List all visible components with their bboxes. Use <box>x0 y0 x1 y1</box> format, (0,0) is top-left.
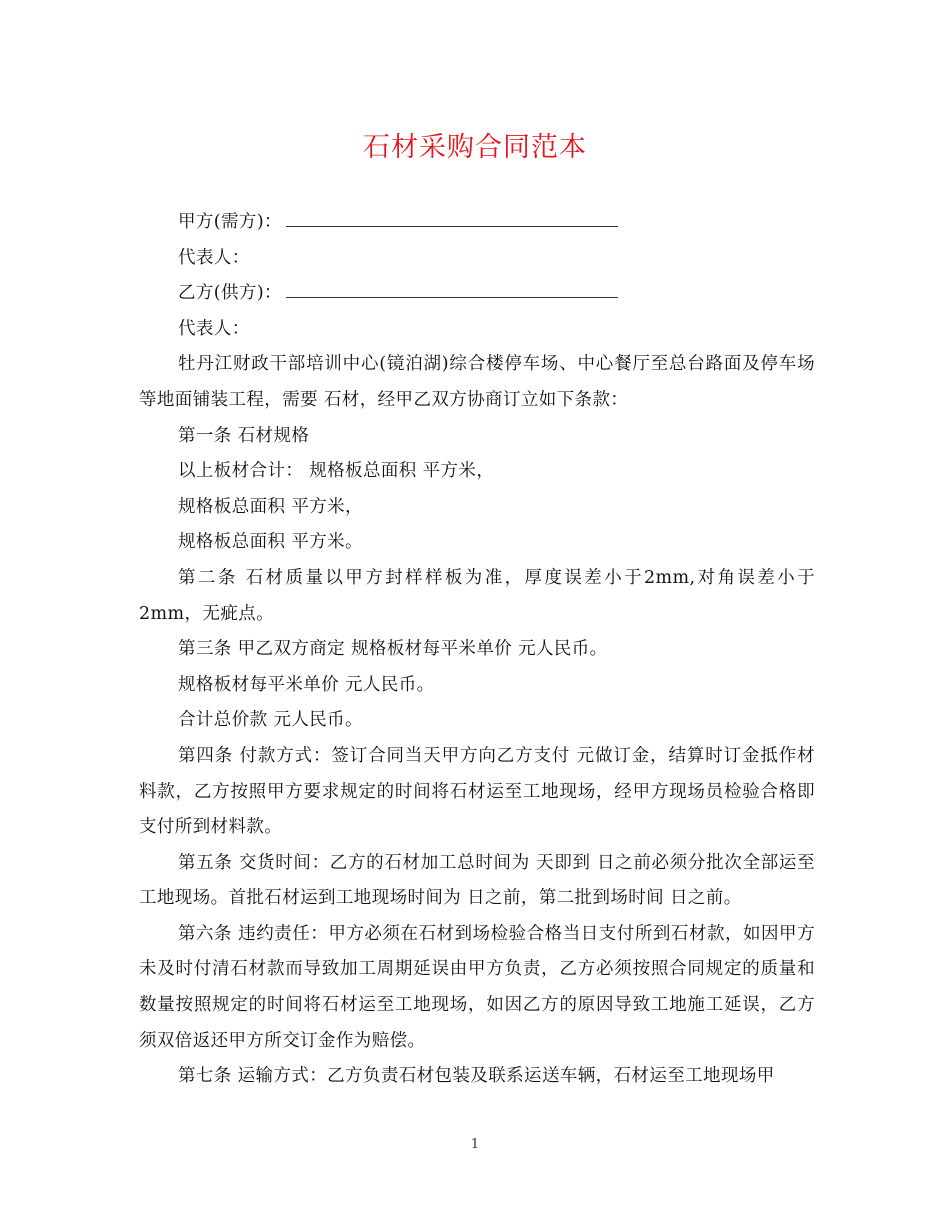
paragraph-project-intro: 牡丹江财政干部培训中心(镜泊湖)综合楼停车场、中心餐厅至总台路面及停车场等地面铺装工程，需要 石材，经甲乙双方协商订立如下条款： <box>139 354 815 410</box>
party-b-label: 乙方(供方)： <box>178 283 282 304</box>
party-b-line <box>139 276 815 312</box>
paragraph-article-7: 第七条 运输方式：乙方负责石材包装及联系运送车辆，石材运至工地现场甲 <box>178 1066 775 1087</box>
party-a-label: 甲方(需方)： <box>178 212 282 232</box>
paragraph-article-4: 第四条 付款方式：签订合同当天甲方向乙方支付 元做订金，结算时订金抵作材料款，乙方按照甲方要求规定的时间将石材运至工地现场，经甲方现场员检验合格即支付所到材料款。 <box>139 745 815 838</box>
paragraph-spec-area-2: 规格板总面积 平方米， <box>178 496 363 517</box>
paragraph-article-6: 第六条 违约责任：甲方必须在石材到场检验合格当日支付所到石材款，如因甲方未及时付清石材款而导致加工周期延误由甲方负责，乙方必须按照合同规定的质量和数量按照规定的时间将石材运至工地现场，如因乙方的原因导致工地施工延误，乙方须双倍返还甲方所交订金作为赔偿。 <box>139 923 815 1051</box>
paragraph-unit-price: 规格板材每平米单价 元人民币。 <box>178 674 435 695</box>
paragraph-article-2: 第二条 石材质量以甲方封样样板为准，厚度误差小于2mm,对角误差小于2mm，无疵点。 <box>139 567 815 624</box>
party-b-blank <box>286 279 618 298</box>
paragraph-article-3: 第三条 甲乙双方商定 规格板材每平米单价 元人民币。 <box>178 639 608 660</box>
party-a-representative: 代表人： <box>178 247 250 268</box>
paragraph-spec-total: 以上板材合计： 规格板总面积 平方米， <box>178 461 495 482</box>
document-body <box>139 205 815 1095</box>
paragraph-total-price: 合计总价款 元人民币。 <box>178 710 363 731</box>
party-a-blank <box>286 208 618 227</box>
page-number: 1 <box>470 1137 480 1152</box>
paragraph-article-5: 第五条 交货时间：乙方的石材加工总时间为 天即到 日之前必须分批次全部运至工地现场。首批石材运到工地现场时间为 日之前，第二批到场时间 日之前。 <box>139 852 815 909</box>
paragraph-spec-area-3: 规格板总面积 平方米。 <box>178 532 363 553</box>
document-title: 石材采购合同范本 <box>363 132 587 163</box>
party-b-representative: 代表人： <box>178 318 250 339</box>
party-a-line <box>139 205 815 241</box>
paragraph-article-1: 第一条 石材规格 <box>178 425 310 446</box>
